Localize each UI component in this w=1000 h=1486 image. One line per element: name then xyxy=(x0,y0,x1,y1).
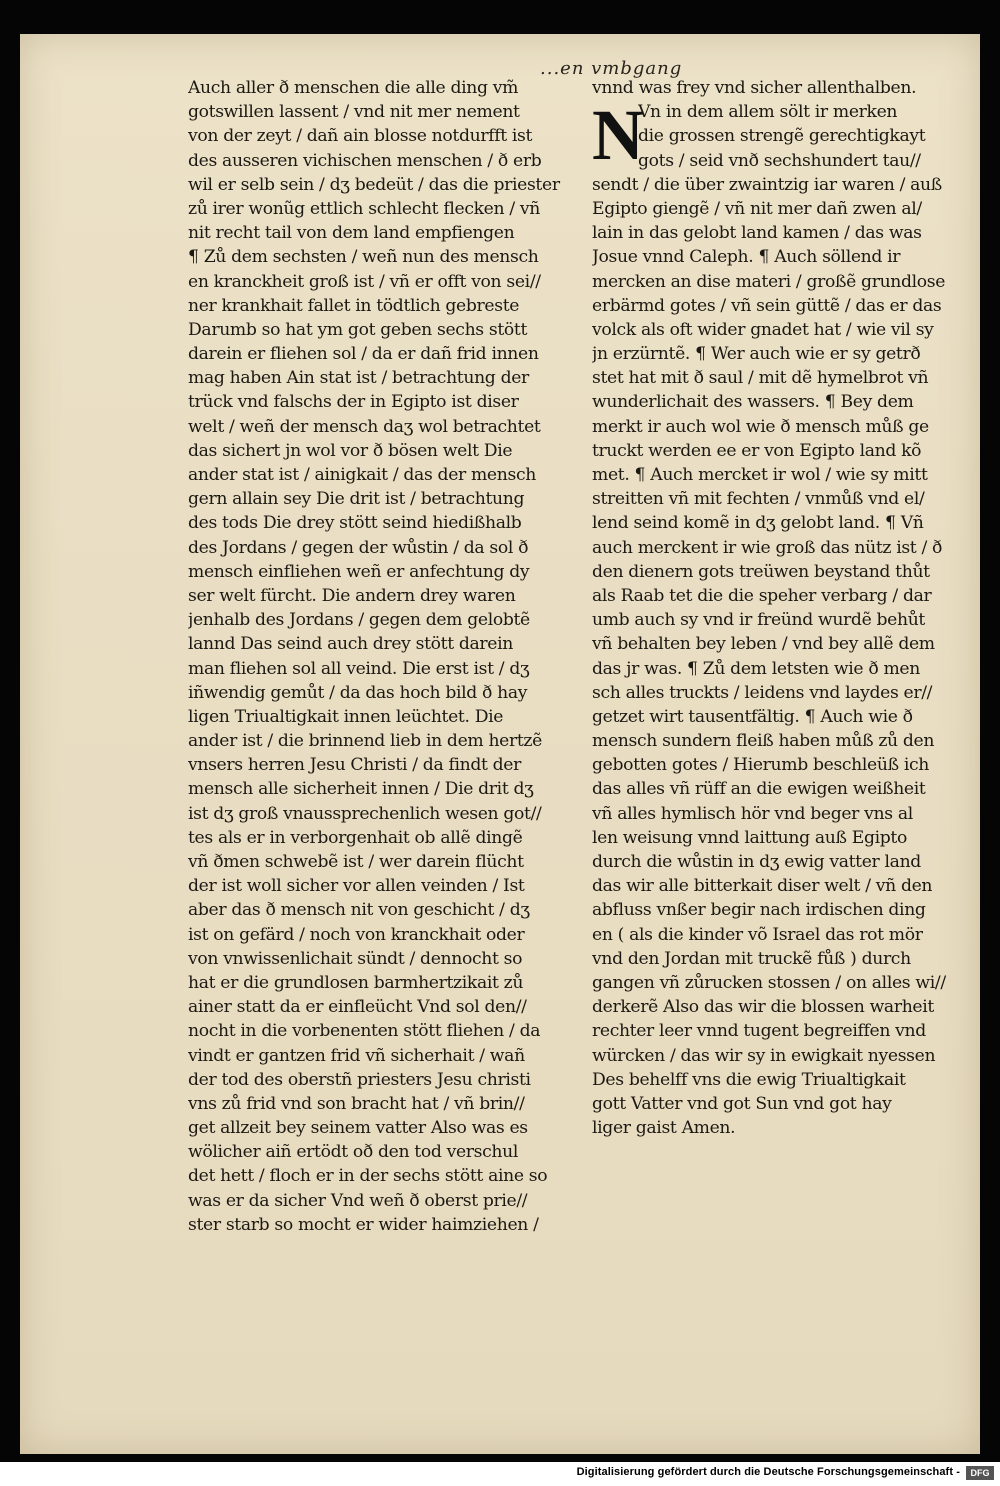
text-line: gern allain sey Die drit ist / betrachtung xyxy=(188,489,525,510)
text-line: Egipto giengẽ / vñ nit mer dañ zwen al/ xyxy=(592,198,922,219)
text-line: sch alles truckts / leidens vnd laydes er// xyxy=(592,682,933,703)
text-line: zů irer wonũg ettlich schlecht flecken / vñ xyxy=(188,198,540,219)
text-line: en ( als die kinder võ Israel das rot mör xyxy=(592,924,923,945)
text-line: durch die wůstin in dʒ ewig vatter land xyxy=(592,852,921,872)
text-line: von vnwissenlichait sündt / dennocht so xyxy=(188,948,523,969)
text-line: mensch einfliehen weñ er anfechtung dy xyxy=(188,561,530,582)
text-line: welt / weñ der mensch daʒ wol betrachtet xyxy=(188,416,541,437)
text-line: des tods Die drey stött seind hiedißhalb xyxy=(188,513,522,534)
running-head: ...en vmbgang xyxy=(540,58,683,78)
text-line: vnd den Jordan mit truckẽ fůß ) durch xyxy=(592,948,911,969)
drop-capital: N xyxy=(592,95,644,176)
text-line: gebotten gotes / Hierumb beschleüß ich xyxy=(592,755,929,776)
text-line: Josue vnnd Caleph. ¶ Auch söllend ir xyxy=(592,247,901,268)
text-line: trück vnd falschs der in Egipto ist diser xyxy=(188,392,519,413)
text-line: mensch alle sicherheit innen / Die drit dʒ xyxy=(188,779,534,800)
text-line: mercken an dise materi / großẽ grundlose xyxy=(592,271,946,292)
text-line: von der zeyt / dañ ain blosse notdurfft ist xyxy=(188,126,533,147)
text-line: vñ ðmen schwebẽ ist / wer darein flücht xyxy=(188,852,524,872)
left-text-column xyxy=(188,76,570,1237)
text-line: gots / seid vnð sechshundert tau// xyxy=(638,150,921,171)
text-line: ist on gefärd / noch von kranckhait oder xyxy=(188,924,525,945)
text-line: mensch sundern fleiß haben můß zů den xyxy=(592,731,935,752)
text-line: abfluss vnßer begir nach irdischen ding xyxy=(592,900,926,921)
text-line: streitten vñ mit fechten / vnmůß vnd el/ xyxy=(592,489,925,510)
text-line: ligen Triualtigkait innen leüchtet. Die xyxy=(188,706,504,727)
text-line: ner krankhait fallet in tödtlich gebreste xyxy=(188,295,520,316)
text-line: iñwendig gemůt / da das hoch bild ð hay xyxy=(188,682,528,703)
text-line: Darumb so hat ym got geben sechs stött xyxy=(188,319,528,340)
text-line: truckt werden ee er von Egipto land kõ xyxy=(592,440,922,461)
text-line: Des behelff vns die ewig Triualtigkait xyxy=(592,1069,906,1090)
text-line: auch merckent ir wie groß das nütz ist / ð xyxy=(592,537,943,558)
text-line: jenhalb des Jordans / gegen dem gelobtẽ xyxy=(188,610,530,631)
text-line: lend seind komẽ in dʒ gelobt land. ¶ Vñ xyxy=(592,513,924,534)
funding-credit: Digitalisierung gefördert durch die Deutsche Forschungsgemeinschaft - xyxy=(576,1466,960,1478)
text-line: nit recht tail von dem land empfiengen xyxy=(188,223,515,244)
text-line: rechter leer vnnd tugent begreiffen vnd xyxy=(592,1021,926,1042)
text-line: get allzeit bey seinem vatter Also was es xyxy=(188,1118,528,1139)
text-line: det hett / floch er in der sechs stött aine so xyxy=(188,1166,548,1187)
dfg-logo: DFG xyxy=(966,1466,994,1480)
text-line: wil er selb sein / dʒ bedeüt / das die priester xyxy=(188,174,560,195)
text-line: len weisung vnnd laittung auß Egipto xyxy=(592,827,907,848)
text-line: en kranckheit groß ist / vñ er offt von sei// xyxy=(188,271,541,292)
text-line: vnnd was frey vnd sicher allenthalben. xyxy=(592,78,917,98)
text-line: sendt / die über zwaintzig iar waren / auß xyxy=(592,174,942,195)
text-line: nocht in die vorbenenten stött fliehen / da xyxy=(188,1021,541,1042)
text-line: wunderlichait des wassers. ¶ Bey dem xyxy=(592,392,914,413)
text-line: Vn in dem allem sölt ir merken xyxy=(638,102,898,123)
text-line: gott Vatter vnd got Sun vnd got hay xyxy=(592,1093,892,1114)
footer-bar xyxy=(0,1462,1000,1486)
text-line: ander stat ist / ainigkait / das der mensch xyxy=(188,465,536,485)
text-line: würcken / das wir sy in ewigkait nyessen xyxy=(592,1045,936,1066)
text-line: lain in das gelobt land kamen / das was xyxy=(592,223,922,244)
text-line: ster starb so mocht er wider haimziehen / xyxy=(188,1214,539,1235)
text-line: jn erzürntẽ. ¶ Wer auch wie er sy getrð xyxy=(592,344,921,365)
text-line: gangen vñ zůrucken stossen / on alles wi// xyxy=(592,972,946,993)
text-line: ser welt fürcht. Die andern drey waren xyxy=(188,585,516,606)
text-line: das wir alle bitterkait diser welt / vñ den xyxy=(592,876,933,897)
text-line: des Jordans / gegen der wůstin / da sol ð xyxy=(188,537,529,558)
text-line: vñ behalten bey leben / vnd bey allẽ dem xyxy=(592,634,935,655)
text-line: der ist woll sicher vor allen veinden / Ist xyxy=(188,876,525,897)
text-line: des ausseren vichischen menschen / ð erb xyxy=(188,150,542,171)
text-line: ander ist / die brinnend lieb in dem hertzẽ xyxy=(188,731,542,752)
text-line: man fliehen sol all veind. Die erst ist / dʒ xyxy=(188,658,530,679)
text-line: ist dʒ groß vnaussprechenlich wesen got// xyxy=(188,803,542,824)
text-line: derkerẽ Also das wir die blossen warheit xyxy=(592,997,934,1018)
text-line: das jr was. ¶ Zů dem letsten wie ð men xyxy=(592,658,920,679)
text-line: merkt ir auch wol wie ð mensch můß ge xyxy=(592,416,929,437)
text-line: vindt er gantzen frid vñ sicherhait / wañ xyxy=(188,1045,525,1066)
text-line: aber das ð mensch nit von geschicht / dʒ xyxy=(188,900,530,921)
text-line: die grossen strengẽ gerechtigkayt xyxy=(638,126,926,147)
text-line: liger gaist Amen. xyxy=(592,1118,736,1139)
text-line: volck als oft wider gnadet hat / wie vil sy xyxy=(592,319,934,340)
text-line: hat er die grundlosen barmhertzikait zů xyxy=(188,972,524,993)
text-line: tes als er in verborgenhait ob allẽ dingẽ xyxy=(188,827,523,848)
text-line: mag haben Ain stat ist / betrachtung der xyxy=(188,368,529,389)
text-line: das sichert jn wol vor ð bösen welt Die xyxy=(188,440,513,461)
text-line: gotswillen lassent / vnd nit mer nement xyxy=(188,102,520,123)
text-line: Auch aller ð menschen die alle ding vm̃ xyxy=(188,78,519,98)
text-line: darein er fliehen sol / da er dañ frid innen xyxy=(188,344,539,365)
text-line: umb auch sy vnd ir freünd wurdẽ behůt xyxy=(592,610,925,631)
text-line: was er da sicher Vnd weñ ð oberst prie// xyxy=(188,1190,528,1211)
text-line: vñ alles hymlisch hör vnd beger vns al xyxy=(592,803,913,824)
text-line: ¶ Zů dem sechsten / weñ nun des mensch xyxy=(188,247,539,268)
right-text-column xyxy=(592,76,977,1140)
text-line: als Raab tet die die speher verbarg / dar xyxy=(592,585,932,606)
text-line: erbärmd gotes / vñ sein güttẽ / das er das xyxy=(592,295,942,316)
text-line: ainer statt da er einfleücht Vnd sol den// xyxy=(188,997,527,1018)
text-line: met. ¶ Auch mercket ir wol / wie sy mitt xyxy=(592,465,928,485)
text-line: vnsers herren Jesu Christi / da findt der xyxy=(188,755,521,776)
text-line: vns zů frid vnd son bracht hat / vñ brin// xyxy=(188,1093,525,1114)
text-line: das alles vñ rüff an die ewigen weißheit xyxy=(592,779,926,800)
text-line: den dienern gots treüwen beystand thůt xyxy=(592,561,930,582)
text-line: lannd Das seind auch drey stött darein xyxy=(188,634,513,655)
text-line: getzet wirt tausentfältig. ¶ Auch wie ð xyxy=(592,706,913,727)
text-line: wölicher aiñ ertödt oð den tod verschul xyxy=(188,1142,519,1163)
text-line: der tod des oberstñ priesters Jesu christi xyxy=(188,1069,531,1090)
text-line: stet hat mit ð saul / mit dẽ hymelbrot vñ xyxy=(592,368,929,389)
